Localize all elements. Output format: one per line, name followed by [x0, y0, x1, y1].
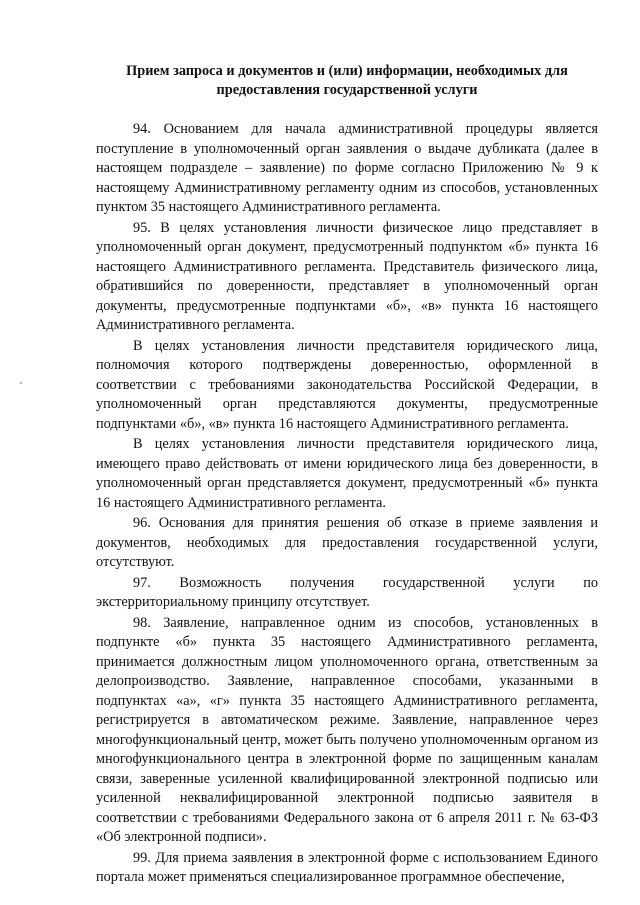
paragraph-97: 97. Возможность получения государственной услуги по экстерриториальному принципу отсутствует.: [96, 574, 598, 610]
heading-line: предоставления государственной услуги: [216, 82, 478, 98]
paragraph-99: 99. Для приема заявления в электронной форме с использованием Единого портала может применяться специализированное программное обеспечение,: [96, 849, 598, 885]
paragraph-96: 96. Основания для принятия решения об отказе в приеме заявления и документов, необходимых для предоставления государственной услуги, отсутствуют.: [96, 515, 598, 570]
heading-line: Прием запроса и документов и (или) информации, необходимых для: [126, 63, 568, 79]
paragraph-95-legal-entity-direct: В целях установления личности представителя юридического лица, имеющего право действовать от имени юридического лица без доверенности, в уполномоченный орган представляется документ, предусмотренный «б» пункта 16 настоящего Административного регламента.: [96, 436, 598, 511]
paragraph-95: 95. В целях установления личности физическое лицо представляет в уполномоченный орган документ, предусмотренный подпунктом «б» пункта 16 настоящего Административного регламента. Представитель физического лица, обратившийся по доверенности, представляет в уполномоченный орган документы, предусмотренные подпунктами «б», «в» пункта 16 настоящего Административного регламента.: [96, 219, 598, 333]
paragraph-95-legal-entity-proxy: В целях установления личности представителя юридического лица, полномочия которого подтверждены доверенностью, оформленной в соответствии с требованиями законодательства Российской Федерации, в уполномоченный орган представляются документы, предусмотренные подпунктами «б», «в» пункта 16 настоящего Административного регламента.: [96, 337, 598, 432]
scan-speck: [20, 382, 22, 384]
document-page: [96, 62, 598, 889]
paragraph-98: 98. Заявление, направленное одним из способов, установленных в подпункте «б» пункта 35 настоящего Административного регламента, принимается должностным лицом уполномоченного органа, ответственным за делопроизводство. Заявление, направленное способами, указанными в подпунктах «а», «г» пункта 35 настоящего Административного регламента, регистрируется в автоматическом режиме. Заявление, направленное через многофункциональный центр, может быть получено уполномоченным органом из многофункционального центра в электронной форме по защищенным каналам связи, заверенные усиленной квалифицированной электронной подписью или усиленной неквалифицированной электронной подписью заявителя в соответствии с требованиями Федерального закона от 6 апреля 2011 г. № 63-ФЗ «Об электронной подписи».: [96, 614, 598, 845]
section-heading: [96, 62, 598, 100]
paragraph-94: 94. Основанием для начала административной процедуры является поступление в уполномоченный орган заявления о выдаче дубликата (далее в настоящем подразделе – заявление) по форме согласно Приложению № 9 к настоящему Административному регламенту одним из способов, установленных пунктом 35 настоящего Административного регламента.: [96, 121, 598, 215]
